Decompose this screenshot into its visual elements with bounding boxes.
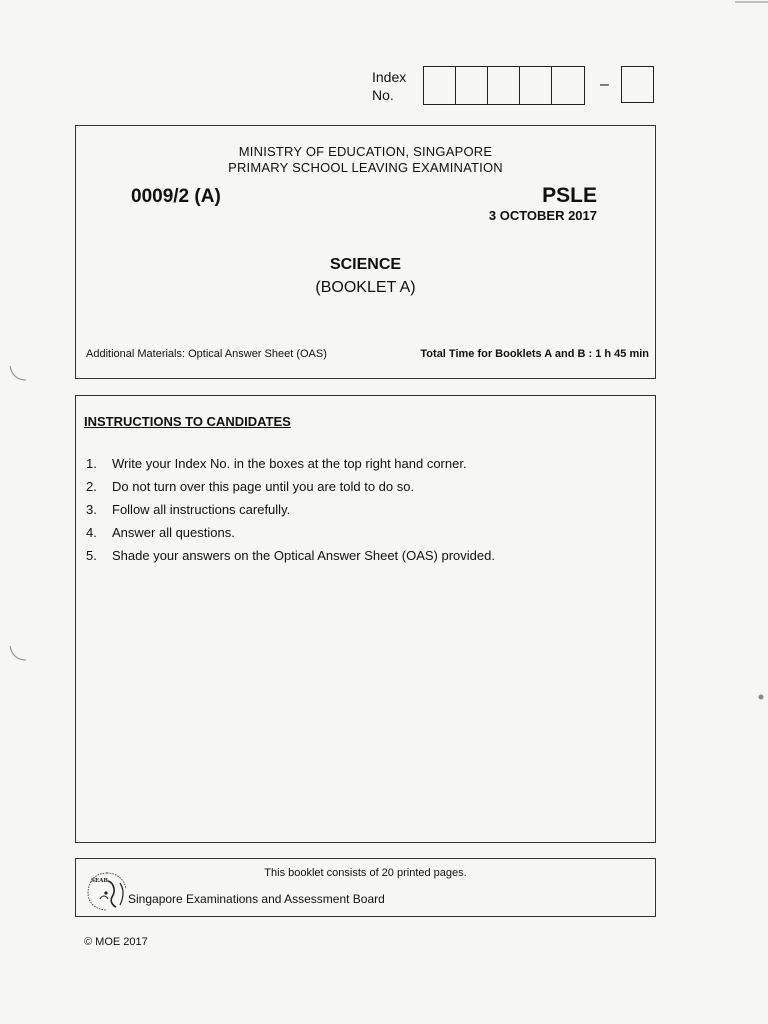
index-check-digit-box[interactable] — [621, 66, 654, 103]
instruction-number: 5. — [86, 548, 97, 563]
seab-logo-icon — [84, 869, 130, 913]
additional-materials: Additional Materials: Optical Answer Sheet (OAS) — [86, 348, 327, 360]
instruction-text: Shade your answers on the Optical Answer Sheet (OAS) provided. — [112, 548, 495, 563]
seab-logo-text: SEAB — [91, 878, 109, 884]
index-dash: – — [600, 76, 609, 93]
instruction-item — [86, 452, 495, 475]
booklet-label: (BOOKLET A) — [315, 279, 416, 296]
instruction-text: Answer all questions. — [112, 525, 235, 540]
index-number-boxes — [423, 66, 585, 105]
index-digit-box[interactable] — [424, 67, 456, 104]
instructions-panel — [75, 395, 656, 843]
instruction-item — [86, 498, 495, 521]
instructions-title: INSTRUCTIONS TO CANDIDATES — [84, 414, 291, 429]
booklet-footer-panel — [75, 858, 656, 917]
scan-edge-icon — [735, 0, 768, 4]
ministry-name: MINISTRY OF EDUCATION, SINGAPORE — [238, 144, 493, 159]
instructions-list — [86, 452, 495, 567]
subject-title: SCIENCE — [329, 256, 402, 273]
exam-date: 3 OCTOBER 2017 — [488, 208, 597, 223]
ministry-heading — [76, 144, 655, 176]
scan-mark-icon — [6, 362, 30, 386]
instruction-item — [86, 544, 495, 567]
exam-name: PSLE — [542, 184, 597, 207]
copyright-notice: © MOE 2017 — [84, 936, 148, 948]
index-digit-box[interactable] — [488, 67, 520, 104]
page-count-note: This booklet consists of 20 printed pages. — [264, 867, 467, 879]
instruction-number: 4. — [86, 525, 97, 540]
instruction-number: 1. — [86, 456, 97, 471]
instruction-text: Write your Index No. in the boxes at the top right hand corner. — [112, 456, 467, 471]
scan-mark-icon — [6, 642, 30, 666]
index-digit-box[interactable] — [552, 67, 584, 104]
instruction-number: 3. — [86, 502, 97, 517]
instruction-item — [86, 475, 495, 498]
exam-full-name: PRIMARY SCHOOL LEAVING EXAMINATION — [228, 160, 503, 175]
index-digit-box[interactable] — [520, 67, 552, 104]
scan-dot-icon — [756, 692, 766, 702]
seab-board-name: Singapore Examinations and Assessment Board — [128, 892, 385, 906]
exam-header-panel — [75, 125, 656, 379]
index-label-line1: Index — [372, 69, 407, 85]
instruction-number: 2. — [86, 479, 97, 494]
index-no-label — [372, 68, 406, 104]
instruction-text: Do not turn over this page until you are told to do so. — [112, 479, 415, 494]
total-time: Total Time for Booklets A and B : 1 h 45 min — [420, 348, 649, 360]
instruction-text: Follow all instructions carefully. — [112, 502, 291, 517]
index-digit-box[interactable] — [456, 67, 488, 104]
paper-code: 0009/2 (A) — [131, 186, 221, 207]
instruction-item — [86, 521, 495, 544]
index-label-line2: No. — [372, 87, 394, 103]
